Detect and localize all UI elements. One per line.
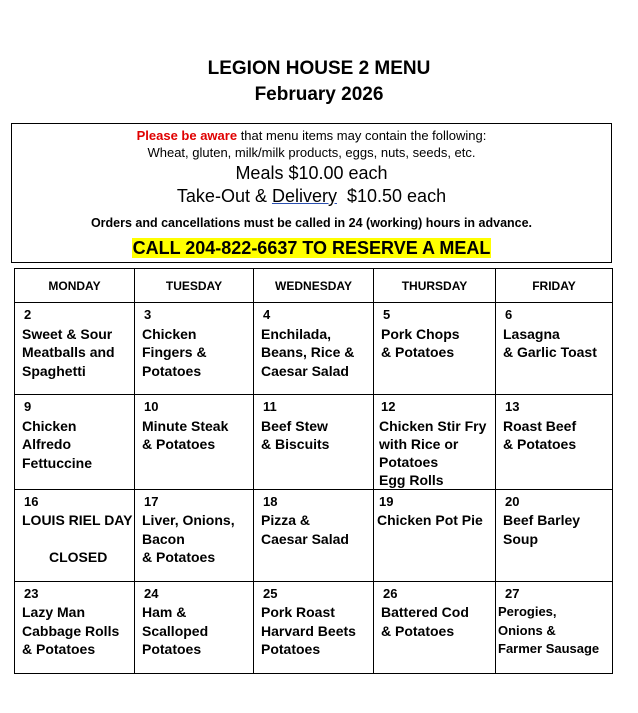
menu-title: LEGION HOUSE 2 MENU — [207, 58, 431, 79]
meal-item: Pork Roast Harvard Beets Potatoes — [261, 604, 356, 657]
allergen-list: Wheat, gluten, milk/milk products, eggs, nuts, seeds, etc. — [147, 145, 476, 160]
orders-note: Orders and cancellations must be called in 24 (working) hours in advance. — [90, 216, 533, 230]
weekday-header: WEDNESDAY — [254, 269, 374, 303]
notice-box — [11, 123, 612, 263]
meal-item: Chicken Fingers & Potatoes — [142, 325, 207, 379]
weekday-header: FRIDAY — [496, 269, 613, 303]
meal-item: Lazy Man Cabbage Rolls & Potatoes — [22, 604, 120, 657]
meal-item: Minute Steak & Potatoes — [142, 417, 229, 452]
day-cell — [496, 489, 613, 581]
day-number: 11 — [263, 399, 277, 414]
meal-item: Beef Barley Soup — [503, 512, 581, 547]
day-cell — [15, 395, 135, 490]
week-row — [15, 395, 613, 490]
takeout-suffix: $10.50 each — [336, 186, 447, 206]
day-number: 16 — [24, 493, 39, 509]
day-number: 4 — [263, 307, 271, 322]
meal-item: Liver, Onions, Bacon & Potatoes — [142, 512, 235, 565]
aware-text: that menu items may contain the following: — [237, 128, 487, 143]
day-cell — [135, 395, 254, 490]
day-number: 24 — [144, 585, 159, 601]
day-cell — [374, 581, 496, 673]
call-to-reserve: CALL 204-822-6637 TO RESERVE A MEAL — [132, 238, 491, 258]
day-cell — [135, 489, 254, 581]
day-cell — [374, 395, 496, 490]
day-number: 23 — [24, 585, 39, 601]
day-cell — [135, 303, 254, 395]
day-number: 27 — [505, 585, 520, 601]
weekday-header: TUESDAY — [135, 269, 254, 303]
meal-item: Perogies, Onions & Farmer Sausage — [498, 604, 600, 656]
day-number: 17 — [144, 493, 159, 509]
day-cell — [15, 581, 135, 673]
week-row — [15, 489, 613, 581]
weekday-header-row — [15, 269, 613, 303]
meal-item: Enchilada, Beans, Rice & Caesar Salad — [261, 325, 355, 379]
meal-item: Lasagna & Garlic Toast — [503, 325, 597, 360]
day-cell — [254, 581, 374, 673]
day-number: 3 — [144, 307, 152, 322]
menu-calendar — [14, 268, 613, 674]
meal-item: Pizza & Caesar Salad — [261, 512, 349, 547]
day-cell — [374, 303, 496, 395]
day-cell — [15, 489, 135, 581]
day-cell — [496, 581, 613, 673]
day-number: 19 — [379, 493, 394, 509]
meal-item: Roast Beef & Potatoes — [503, 417, 577, 452]
meal-item: Pork Chops & Potatoes — [381, 325, 460, 360]
day-cell — [496, 303, 613, 395]
day-cell — [15, 303, 135, 395]
allergy-warning — [12, 128, 611, 143]
meal-item: Chicken Stir Fry with Rice or Potatoes Egg Rolls — [379, 417, 487, 488]
meal-item: Chicken Alfredo Fettuccine — [22, 417, 93, 471]
week-row — [15, 581, 613, 673]
day-number: 18 — [263, 493, 278, 509]
weekday-header: THURSDAY — [374, 269, 496, 303]
meal-item: Battered Cod & Potatoes — [381, 604, 469, 639]
day-cell — [254, 395, 374, 490]
day-number: 13 — [505, 399, 520, 414]
meals-price: Meals $10.00 each — [235, 163, 388, 183]
aware-label: Please be aware — [136, 128, 238, 143]
day-number: 25 — [263, 585, 278, 601]
weekday-header: MONDAY — [15, 269, 135, 303]
delivery-word: Delivery — [271, 186, 337, 206]
meal-item: Chicken Pot Pie — [377, 512, 483, 528]
call-line — [12, 238, 611, 259]
takeout-prefix: Take-Out & — [176, 186, 272, 206]
takeout-price — [12, 186, 611, 207]
meal-item: Sweet & Sour Meatballs and Spaghetti — [22, 325, 115, 379]
day-cell — [496, 395, 613, 490]
day-number: 12 — [381, 399, 396, 414]
day-number: 5 — [383, 307, 391, 322]
day-number: 6 — [505, 307, 513, 322]
meal-item: LOUIS RIEL DAY — [22, 512, 133, 528]
meal-item: Ham & Scalloped Potatoes — [142, 604, 209, 657]
closed-label: CLOSED — [49, 548, 108, 565]
menu-month: February 2026 — [254, 84, 384, 105]
day-number: 2 — [24, 307, 32, 322]
day-number: 20 — [505, 493, 520, 509]
day-cell — [254, 489, 374, 581]
day-cell — [135, 581, 254, 673]
meal-item: Beef Stew & Biscuits — [261, 417, 330, 452]
day-cell — [254, 303, 374, 395]
day-cell — [374, 489, 496, 581]
day-number: 9 — [24, 399, 32, 414]
day-number: 26 — [383, 585, 398, 601]
week-row — [15, 303, 613, 395]
day-number: 10 — [144, 399, 159, 414]
